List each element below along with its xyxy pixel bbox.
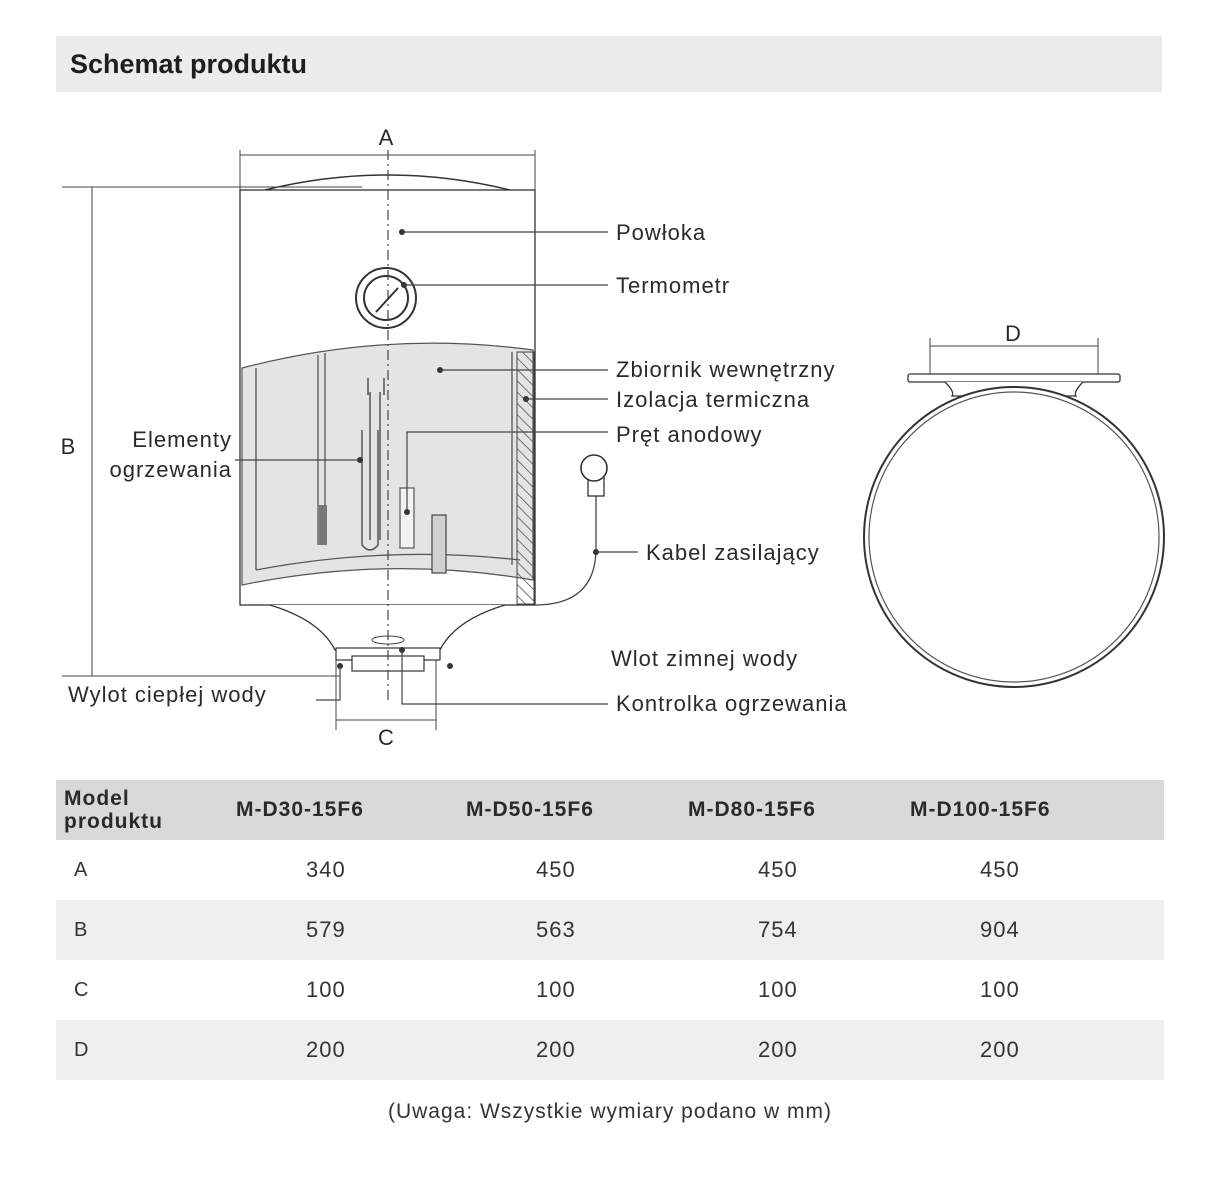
table-cell: 450 [758, 857, 798, 882]
table-header-col: M-D50-15F6 [454, 780, 676, 840]
table-row [56, 1020, 1164, 1080]
label-kontrolka: Kontrolka ogrzewania [616, 691, 848, 716]
table-cell: 200 [676, 1020, 898, 1080]
table-cell: 579 [224, 900, 454, 960]
table-cell: 200 [898, 1020, 1164, 1080]
label-wlot: Wlot zimnej wody [611, 646, 799, 671]
table-cell: 100 [306, 977, 346, 1002]
dim-a-label: A [378, 125, 394, 150]
table-header-col: M-D100-15F6 [898, 780, 1164, 840]
dimensions-table [56, 780, 1164, 1080]
label-termometr: Termometr [616, 273, 731, 298]
label-zbiornik: Zbiornik wewnętrzny [616, 357, 836, 382]
table-cell: 563 [454, 900, 676, 960]
table-header-row [56, 780, 1164, 840]
footnote: (Uwaga: Wszystkie wymiary podano w mm) [387, 1100, 833, 1123]
row-label: C [74, 978, 90, 1001]
label-izolacja: Izolacja termiczna [616, 387, 811, 412]
row-label: D [56, 1020, 224, 1080]
table-header-col: M-D80-15F6 [676, 780, 898, 840]
label-powloka: Powłoka [616, 220, 707, 245]
dimension-c [336, 660, 436, 750]
table-cell: 904 [898, 900, 1164, 960]
table-cell: 100 [536, 977, 576, 1002]
table-cell: 450 [980, 857, 1020, 882]
table-row [56, 900, 1164, 960]
label-wylot: Wylot ciepłej wody [68, 682, 267, 707]
dim-c-label: C [378, 725, 394, 750]
table-cell: 200 [224, 1020, 454, 1080]
page-title: Schemat produktu [70, 49, 308, 79]
label-kabel: Kabel zasilający [646, 540, 820, 565]
top-view [864, 321, 1164, 687]
label-elementy-1: Elementy [132, 427, 232, 452]
dim-d-label: D [1005, 321, 1021, 346]
table-cell: 100 [980, 977, 1020, 1002]
dim-b-label: B [60, 434, 76, 459]
table-header-col: M-D30-15F6 [224, 780, 454, 840]
row-label: B [56, 900, 224, 960]
row-label: A [74, 858, 89, 881]
label-elementy-2: ogrzewania [109, 457, 232, 482]
table-cell: 200 [454, 1020, 676, 1080]
label-pret: Pręt anodowy [616, 422, 763, 447]
table-row [56, 960, 1164, 1020]
table-header-model: Model produktu [56, 780, 224, 840]
table-row [56, 840, 1164, 900]
table-cell: 450 [536, 857, 576, 882]
table-cell: 100 [758, 977, 798, 1002]
table-cell: 754 [676, 900, 898, 960]
table-cell: 340 [306, 857, 346, 882]
